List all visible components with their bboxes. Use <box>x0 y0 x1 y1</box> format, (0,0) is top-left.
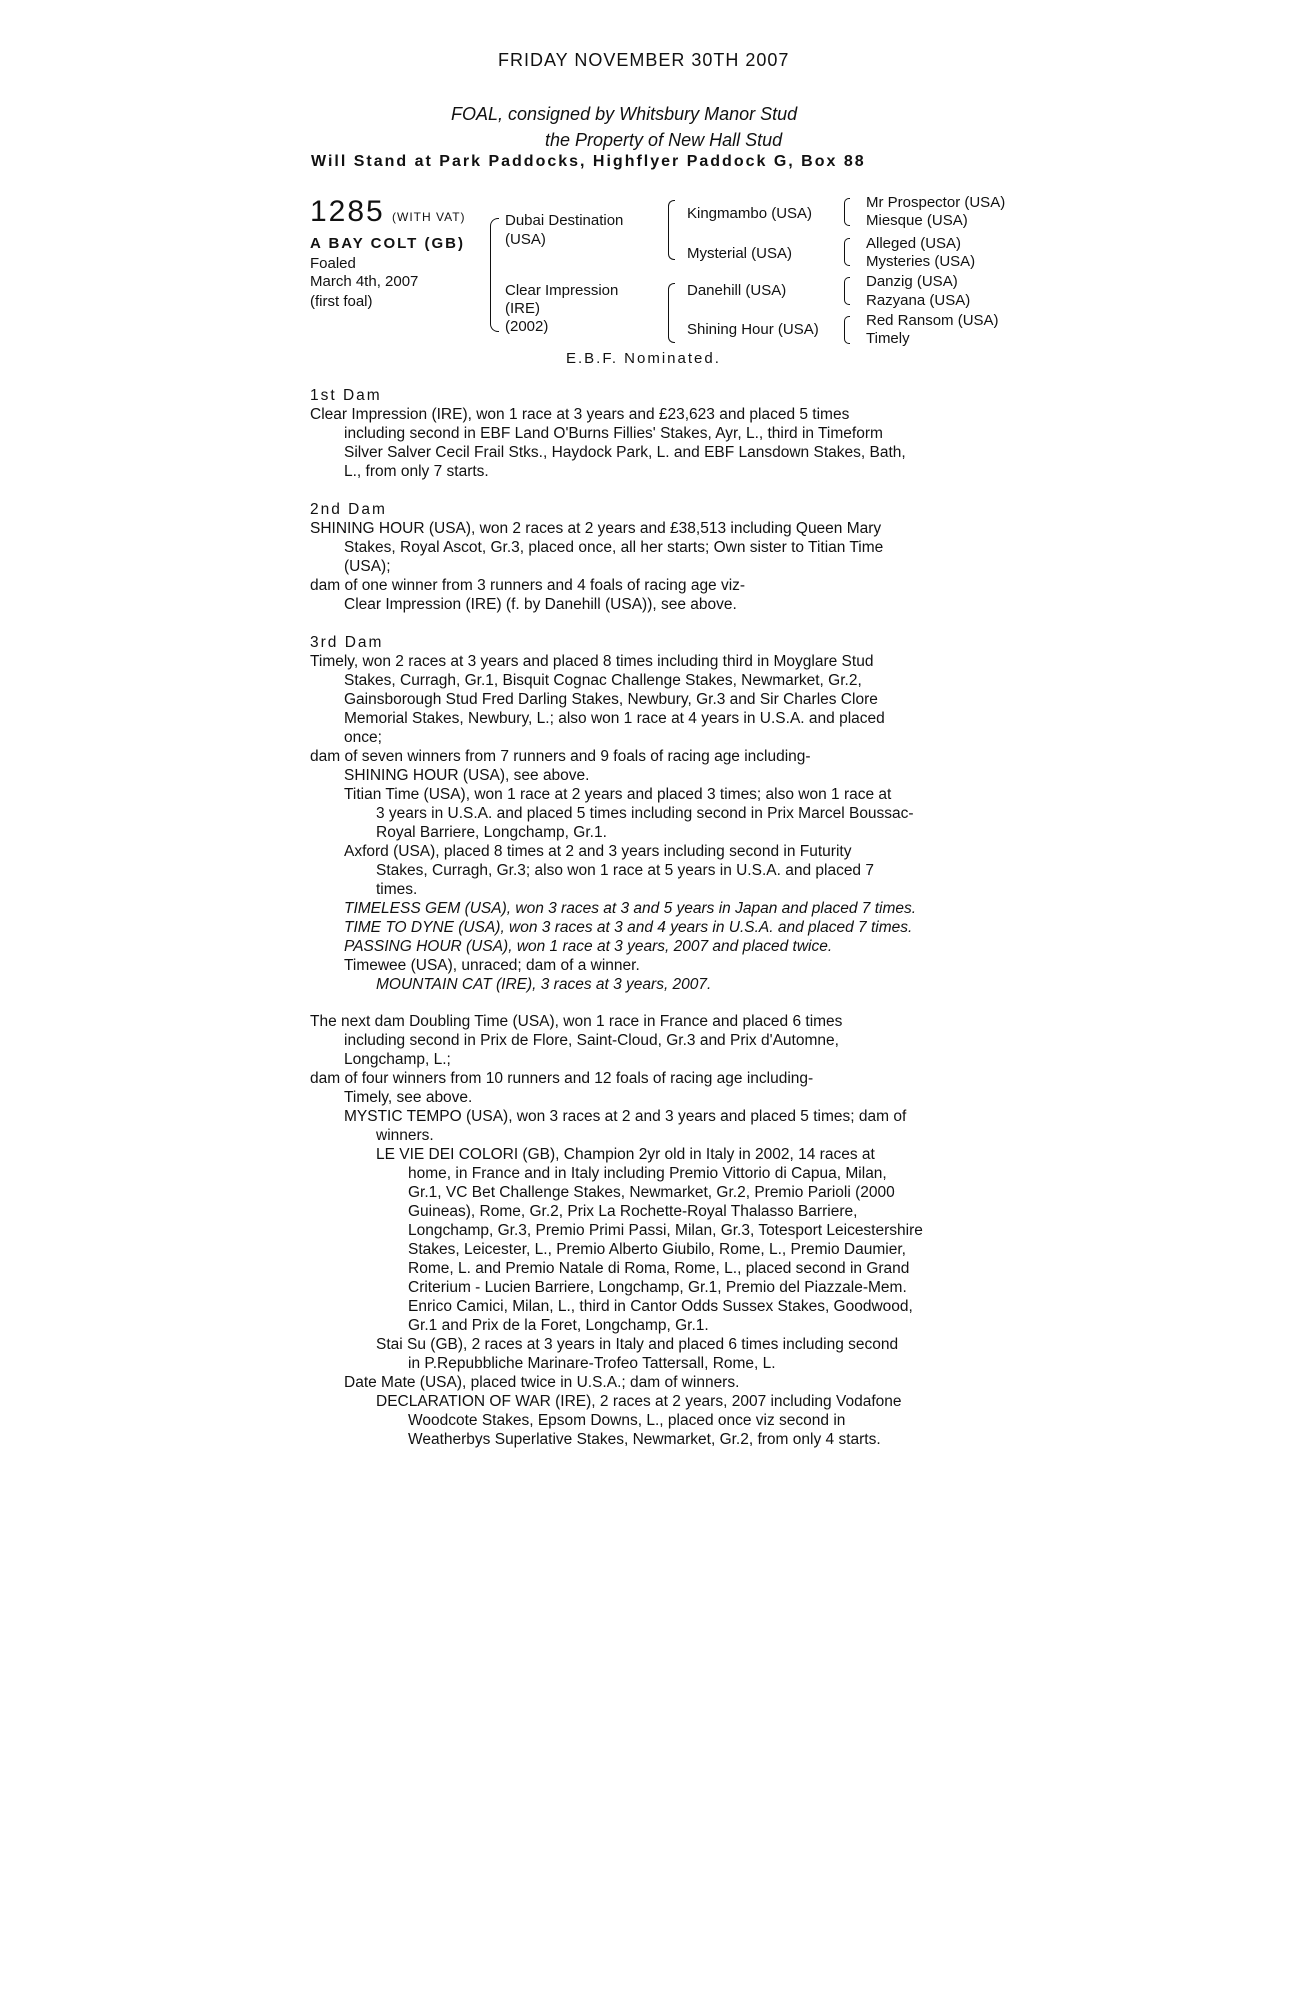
sire-dam: Mysterial (USA) <box>687 245 793 262</box>
dam-line: including second in Prix de Flore, Saint-Cloud, Gr.3 and Prix d'Automne, <box>344 1032 839 1049</box>
sire-dam-sire: Alleged (USA) <box>866 235 962 252</box>
sire-sire-sire: Mr Prospector (USA) <box>866 194 1006 211</box>
progeny-line: times. <box>376 881 418 898</box>
dam-line: Gainsborough Stud Fred Darling Stakes, Newbury, Gr.3 and Sir Charles Clore <box>344 691 878 708</box>
sale-date: FRIDAY NOVEMBER 30TH 2007 <box>498 50 790 70</box>
pedigree-brace-main <box>490 218 499 332</box>
dam-country: (IRE) <box>505 300 540 317</box>
progeny-line: Guineas), Rome, Gr.2, Prix La Rochette-Royal Thalasso Barriere, <box>408 1203 858 1220</box>
section-heading: 3rd Dam <box>310 634 384 651</box>
first-dam-section <box>310 386 982 481</box>
progeny-line: Weatherbys Superlative Stakes, Newmarket, Gr.2, from only 4 starts. <box>408 1431 881 1448</box>
dam-line: (USA); <box>344 558 391 575</box>
pedigree-brace-sire <box>668 200 675 260</box>
progeny-line: SHINING HOUR (USA), see above. <box>344 767 590 784</box>
stand-location: Will Stand at Park Paddocks, Highflyer Paddock G, Box 88 <box>311 153 866 170</box>
pedigree-brace-dam <box>668 283 675 343</box>
progeny-line: DECLARATION OF WAR (IRE), 2 races at 2 years, 2007 including Vodafone <box>376 1393 902 1410</box>
consignor-line: FOAL, consigned by Whitsbury Manor Stud <box>451 104 798 124</box>
progeny-line: Timely, see above. <box>344 1089 473 1106</box>
progeny-line: MYSTIC TEMPO (USA), won 3 races at 2 and 3 years and placed 5 times; dam of <box>344 1108 907 1125</box>
dam-line: Timely, won 2 races at 3 years and placed 8 times including third in Moyglare Stud <box>310 653 874 670</box>
third-dam-section <box>310 633 982 994</box>
progeny-line: TIME TO DYNE (USA), won 3 races at 3 and 4 years in U.S.A. and placed 7 times. <box>344 919 913 936</box>
pedigree-brace-4 <box>844 316 850 344</box>
dam-dam: Shining Hour (USA) <box>687 321 819 338</box>
progeny-line: Criterium - Lucien Barriere, Longchamp, Gr.1, Premio del Piazzale-Mem. <box>408 1279 907 1296</box>
dam-line: Clear Impression (IRE) (f. by Danehill (USA)), see above. <box>344 596 737 613</box>
progeny-line: home, in France and in Italy including Premio Vittorio di Capua, Milan, <box>408 1165 887 1182</box>
sire-country: (USA) <box>505 231 546 248</box>
progeny-line: Stakes, Curragh, Gr.3; also won 1 race at 5 years in U.S.A. and placed 7 <box>376 862 874 879</box>
dam-line: dam of seven winners from 7 runners and 9 foals of racing age including- <box>310 748 811 765</box>
progeny-line: MOUNTAIN CAT (IRE), 3 races at 3 years, 2007. <box>376 976 712 993</box>
sire-sire-dam: Miesque (USA) <box>866 212 968 229</box>
second-dam-section <box>310 500 982 614</box>
section-heading: 2nd Dam <box>310 501 387 518</box>
foaled-date: March 4th, 2007 <box>310 273 419 290</box>
property-line: the Property of New Hall Stud <box>545 130 783 150</box>
dam-dam-dam: Timely <box>866 330 910 347</box>
dam-dam-sire: Red Ransom (USA) <box>866 312 999 329</box>
dam-sire-sire: Danzig (USA) <box>866 273 958 290</box>
progeny-line: Gr.1 and Prix de la Foret, Longchamp, Gr.1. <box>408 1317 709 1334</box>
progeny-line: Enrico Camici, Milan, L., third in Cantor Odds Sussex Stakes, Goodwood, <box>408 1298 913 1315</box>
dam-line: Memorial Stakes, Newbury, L.; also won 1 race at 4 years in U.S.A. and placed <box>344 710 885 727</box>
dam-line: The next dam Doubling Time (USA), won 1 race in France and placed 6 times <box>310 1013 843 1030</box>
dam-line: Silver Salver Cecil Frail Stks., Haydock Park, L. and EBF Lansdown Stakes, Bath, <box>344 444 906 461</box>
progeny-line: LE VIE DEI COLORI (GB), Champion 2yr old in Italy in 2002, 14 races at <box>376 1146 875 1163</box>
dam-line: including second in EBF Land O'Burns Fillies' Stakes, Ayr, L., third in Timeform <box>344 425 883 442</box>
progeny-line: TIMELESS GEM (USA), won 3 races at 3 and 5 years in Japan and placed 7 times. <box>344 900 917 917</box>
dam-line: Longchamp, L.; <box>344 1051 451 1068</box>
lot-name: A BAY COLT (GB) <box>310 235 466 252</box>
progeny-line: Gr.1, VC Bet Challenge Stakes, Newmarket, Gr.2, Premio Parioli (2000 <box>408 1184 895 1201</box>
progeny-line: Stai Su (GB), 2 races at 3 years in Italy and placed 6 times including second <box>376 1336 899 1353</box>
sire-dam-dam: Mysteries (USA) <box>866 253 976 270</box>
dam-line: Clear Impression (IRE), won 1 race at 3 years and £23,623 and placed 5 times <box>310 406 850 423</box>
next-dam-section <box>310 1012 982 1449</box>
vat-note: (WITH VAT) <box>392 210 466 224</box>
dam-line: dam of one winner from 3 runners and 4 foals of racing age viz- <box>310 577 746 594</box>
dam-line: L., from only 7 starts. <box>344 463 489 480</box>
dam-sire: Danehill (USA) <box>687 282 787 299</box>
progeny-line: in P.Repubbliche Marinare-Trofeo Tattersall, Rome, L. <box>408 1355 776 1372</box>
pedigree-brace-1 <box>844 198 850 226</box>
dam-line: SHINING HOUR (USA), won 2 races at 2 years and £38,513 including Queen Mary <box>310 520 882 537</box>
progeny-line: Timewee (USA), unraced; dam of a winner. <box>344 957 640 974</box>
progeny-line: Axford (USA), placed 8 times at 2 and 3 years including second in Futurity <box>344 843 852 860</box>
dam-name: Clear Impression <box>505 282 619 299</box>
dam-sire-dam: Razyana (USA) <box>866 292 971 309</box>
pedigree-brace-2 <box>844 238 850 266</box>
foal-note: (first foal) <box>310 293 373 310</box>
lot-number: 1285 <box>310 195 385 228</box>
sire-sire: Kingmambo (USA) <box>687 205 813 222</box>
progeny-line: PASSING HOUR (USA), won 1 race at 3 years, 2007 and placed twice. <box>344 938 833 955</box>
progeny-line: Stakes, Leicester, L., Premio Alberto Giubilo, Rome, L., Premio Daumier, <box>408 1241 906 1258</box>
progeny-line: winners. <box>376 1127 434 1144</box>
foaled-label: Foaled <box>310 255 356 272</box>
progeny-line: Woodcote Stakes, Epsom Downs, L., placed once viz second in <box>408 1412 846 1429</box>
dam-line: once; <box>344 729 382 746</box>
progeny-line: Titian Time (USA), won 1 race at 2 years and placed 3 times; also won 1 race at <box>344 786 892 803</box>
section-heading: 1st Dam <box>310 387 382 404</box>
progeny-line: 3 years in U.S.A. and placed 5 times including second in Prix Marcel Boussac- <box>376 805 914 822</box>
ebf-nomination: E.B.F. Nominated. <box>566 350 721 367</box>
progeny-line: Royal Barriere, Longchamp, Gr.1. <box>376 824 607 841</box>
sire-name: Dubai Destination <box>505 212 624 229</box>
pedigree-brace-3 <box>844 277 850 305</box>
dam-year: (2002) <box>505 318 549 335</box>
progeny-line: Rome, L. and Premio Natale di Roma, Rome, L., placed second in Grand <box>408 1260 910 1277</box>
dam-line: Stakes, Curragh, Gr.1, Bisquit Cognac Challenge Stakes, Newmarket, Gr.2, <box>344 672 862 689</box>
dam-line: Stakes, Royal Ascot, Gr.3, placed once, all her starts; Own sister to Titian Time <box>344 539 884 556</box>
dam-line: dam of four winners from 10 runners and 12 foals of racing age including- <box>310 1070 814 1087</box>
progeny-line: Date Mate (USA), placed twice in U.S.A.; dam of winners. <box>344 1374 740 1391</box>
progeny-line: Longchamp, Gr.3, Premio Primi Passi, Milan, Gr.3, Totesport Leicestershire <box>408 1222 923 1239</box>
